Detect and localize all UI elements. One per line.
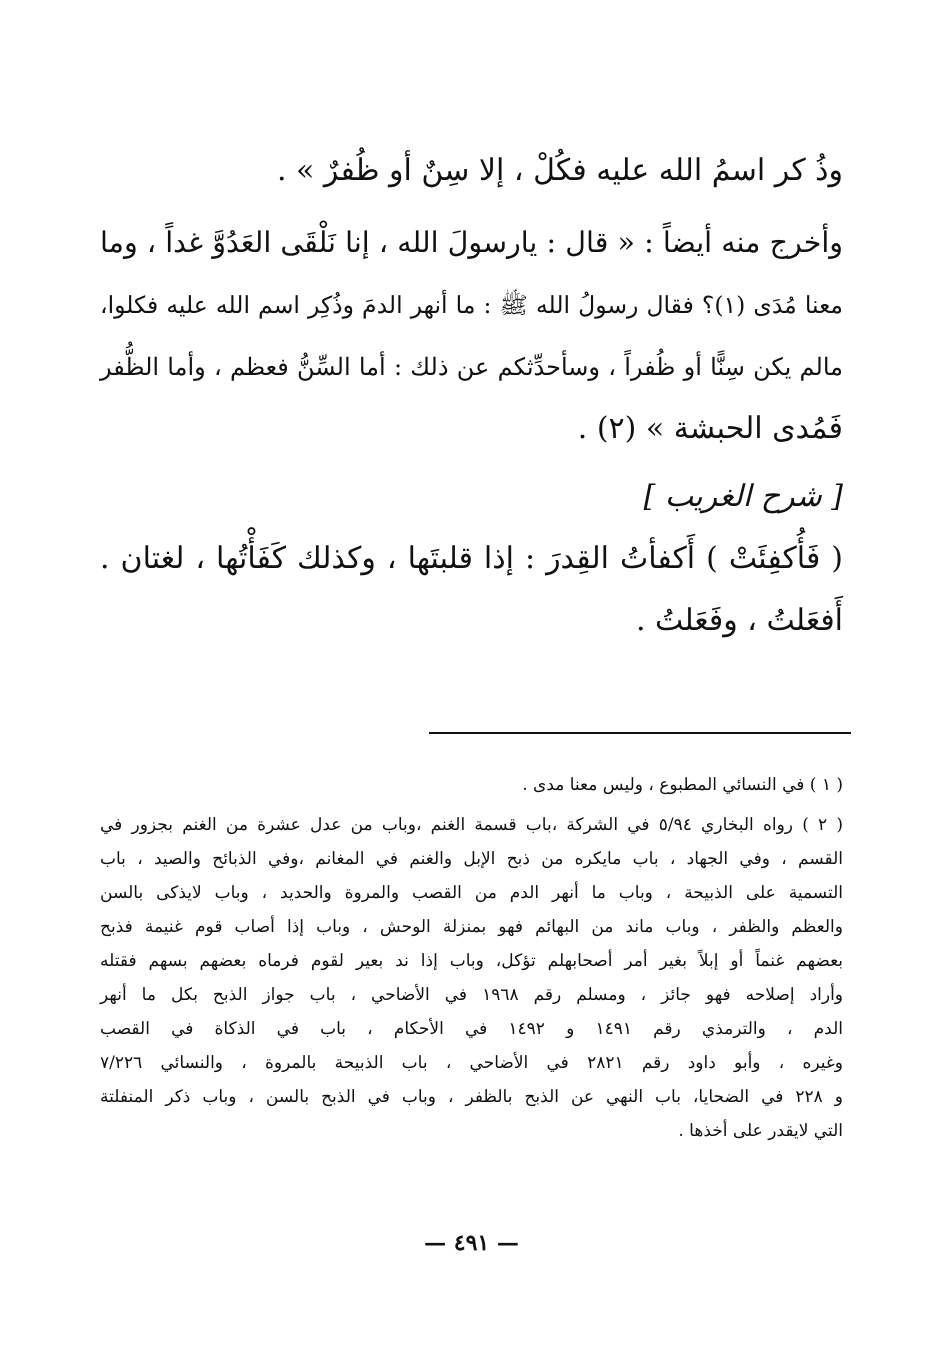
page-number: — ٤٩١ — xyxy=(424,1230,519,1256)
main-line: مالم يكن سِنًّا أو ظُفراً ، وسأحدِّثكم عن ذلك : أما السِّنُّ فعظم ، وأما الظُّفر xyxy=(100,353,843,381)
footnote-2-line: التي لايقدر على أخذها . xyxy=(678,1121,843,1141)
paragraph-gap xyxy=(100,202,843,212)
footnote-2-line: ( ٢ ) رواه البخاري ٥/٩٤ في الشركة ،باب قسمة الغنم ،وباب من عدل عشرة من الغنم بجزور في xyxy=(100,815,843,835)
section-heading: [ شرح الغريب ] xyxy=(643,479,843,514)
main-line: وذُ كر اسمُ الله عليه فكُلْ ، إلا سِنٌ أو ظُفرٌ » . xyxy=(276,153,843,188)
gloss-line: ( فَأُكفِئَتْ ) أَكفأتُ القِدرَ : إذا قلبتَها ، وكذلك كَفَأْتُها ، لغتان . xyxy=(100,541,843,576)
footnote-2-line: وأراد إصلاحه فهو جائز ، ومسلم رقم ١٩٦٨ في الأضاحي ، باب جواز الذبح بكل ما أنهر xyxy=(100,985,844,1005)
footnote-2-line: التسمية على الذبيحة ، وباب ما أنهر الدم من القصب والمروة والحديد ، وباب لايذكى بالسن xyxy=(100,883,843,903)
gloss-line: أَفعَلتُ ، وفَعَلتُ . xyxy=(635,603,843,638)
main-text-block xyxy=(100,140,843,652)
main-line: فَمُدى الحبشة » (٢) . xyxy=(577,411,843,446)
footnotes-block xyxy=(100,768,843,1148)
footnote-2-line: الدم ، والترمذي رقم ١٤٩١ و ١٤٩٢ في الأحكام ، باب في الذكاة في القصب xyxy=(100,1019,843,1039)
footnote-2-line: و ٢٢٨ في الضحايا، باب النهي عن الذبح بالظفر ، وباب في الذبح بالسن ، وباب ذكر المنفلتة xyxy=(100,1087,843,1107)
footnote-2-line: وغيره ، وأبو داود رقم ٢٨٢١ في الأضاحي ، باب الذبيحة بالمروة ، والنسائي ٧/٢٢٦ xyxy=(100,1053,843,1073)
footnote-2-line: والعظم والظفر ، وباب ماند من البهائم فهو بمنزلة الوحش ، وباب إذا أصاب قوم غنيمة فذبح xyxy=(100,917,843,937)
main-line: وأخرج منه أيضاً : « قال : يارسولَ الله ، إنا نَلْقَى العَدُوَّ غداً ، وما xyxy=(100,226,843,259)
footnote-2-line: بعضهم غنماً أو إبلاً بغير أمر أصحابهلم تؤكل، وباب إذا ند بعير لقوم فرماه بعضهم بسهم فقتله xyxy=(100,951,843,971)
footnote-divider xyxy=(429,732,851,734)
main-line: معنا مُدَى (١)؟ فقال رسولُ الله ﷺ : ما أنهر الدمَ وذُكِر اسم الله عليه فكلوا، xyxy=(100,291,843,319)
footnote-2-line: القسم ، وفي الجهاد ، باب مايكره من ذبح الإبل والغنم في المغانم ،وفي الذبائح والصيد ، باب xyxy=(100,849,843,869)
footnote-1: ( ١ ) في النسائي المطبوع ، وليس معنا مدى . xyxy=(522,775,843,795)
